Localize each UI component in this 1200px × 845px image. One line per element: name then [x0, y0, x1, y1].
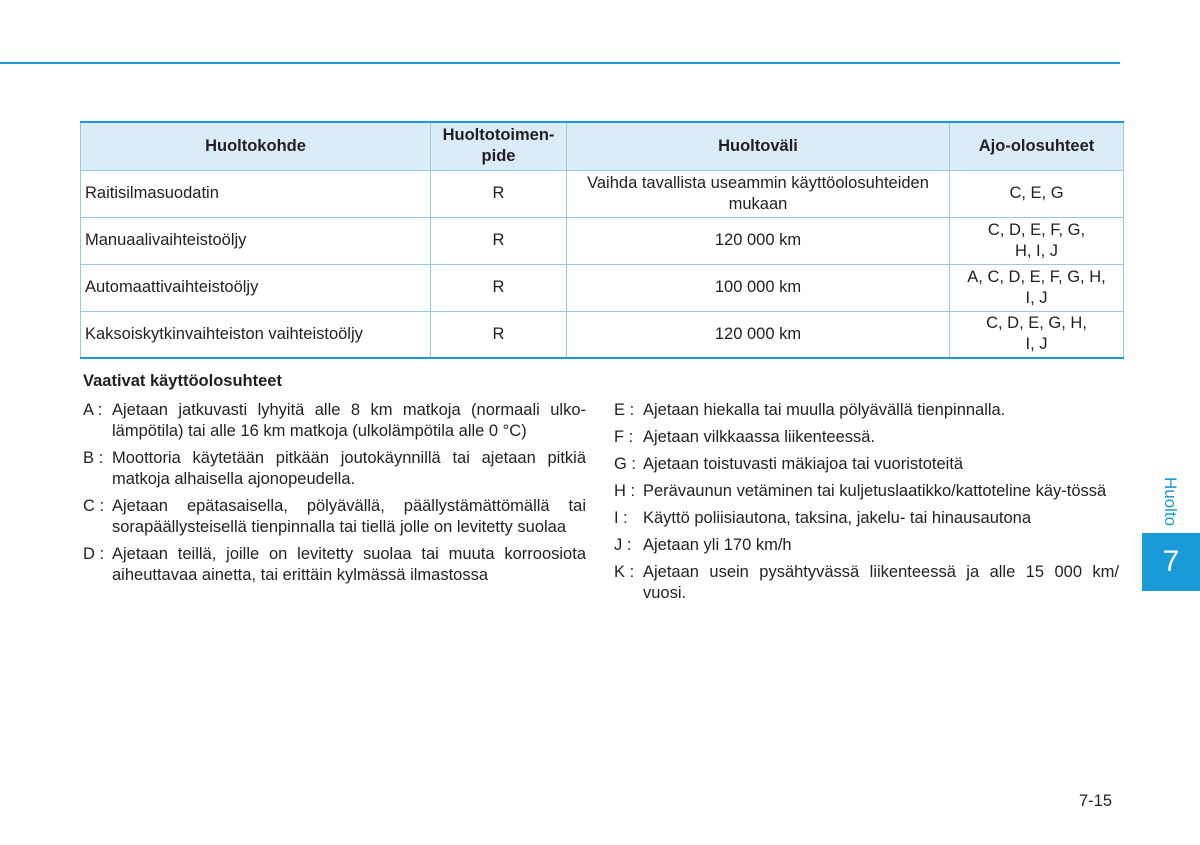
table-row — [81, 217, 1124, 264]
header-item: Huoltokohde — [81, 122, 431, 170]
chapter-tab — [1142, 533, 1200, 591]
header-rule — [0, 62, 1120, 64]
header-action-text: Huoltotoimen- pide — [442, 126, 555, 166]
cell-item: Manuaalivaihteistoöljy — [81, 217, 431, 264]
conditions-list-right — [614, 400, 1119, 610]
condition-text: Ajetaan epätasaisella, pölyävällä, päällystämättömällä tai sorapäällysteisellä tienpinnalla tai tiellä jolle on levitetty suolaa — [112, 497, 586, 536]
cell-conditions: C, E, G — [950, 170, 1124, 217]
header-conditions: Ajo-olosuhteet — [950, 122, 1124, 170]
condition-item — [83, 448, 586, 490]
cell-interval: 100 000 km — [567, 264, 950, 311]
table-row — [81, 311, 1124, 358]
cell-interval: 120 000 km — [567, 217, 950, 264]
table-body — [81, 170, 1124, 358]
condition-text: Ajetaan jatkuvasti lyhyitä alle 8 km matkoja (normaali ulko-lämpötila) tai alle 16 km matkoja (ulkolämpötila alle 0 °C) — [112, 401, 586, 440]
table-row — [81, 264, 1124, 311]
condition-text: Ajetaan hiekalla tai muulla pölyävällä tienpinnalla. — [643, 401, 1006, 419]
chapter-label: Huolto — [1161, 477, 1180, 527]
condition-item — [614, 400, 1119, 421]
condition-text: Ajetaan vilkkaassa liikenteessä. — [643, 428, 876, 446]
cell-conditions: C, D, E, G, H, I, J — [950, 311, 1124, 358]
condition-text: Ajetaan usein pysähtyvässä liikenteessä ja alle 15 000 km/ vuosi. — [643, 563, 1119, 602]
condition-item — [614, 481, 1119, 502]
chapter-number: 7 — [1162, 545, 1180, 578]
condition-key: D : — [83, 545, 105, 563]
condition-key: E : — [614, 401, 635, 419]
condition-key: H : — [614, 482, 636, 500]
condition-text: Moottoria käytetään pitkään joutokäynnillä tai ajetaan pitkiä matkoja alhaisella ajonopeudella. — [112, 449, 586, 488]
condition-text: Ajetaan teillä, joille on levitetty suolaa tai muuta korroosiota aiheuttavaa ainetta, tai erittäin kylmässä ilmastossa — [112, 545, 586, 584]
condition-item — [614, 427, 1119, 448]
condition-item — [83, 400, 586, 442]
header-action — [431, 122, 567, 170]
conditions-list-left — [83, 400, 586, 592]
condition-text: Perävaunun vetäminen tai kuljetuslaatikko/kattoteline käy-tössä — [643, 482, 1107, 500]
cell-item: Raitisilmasuodatin — [81, 170, 431, 217]
cell-item: Kaksoiskytkinvaihteiston vaihteistoöljy — [81, 311, 431, 358]
condition-item — [614, 508, 1119, 529]
condition-text: Ajetaan toistuvasti mäkiajoa tai vuoristoteitä — [643, 455, 964, 473]
condition-text: Käyttö poliisiautona, taksina, jakelu- tai hinausautona — [643, 509, 1031, 527]
cell-action: R — [431, 170, 567, 217]
cell-action: R — [431, 264, 567, 311]
condition-text: Ajetaan yli 170 km/h — [643, 536, 792, 554]
cell-item: Automaattivaihteistoöljy — [81, 264, 431, 311]
cell-conditions: C, D, E, F, G, H, I, J — [950, 217, 1124, 264]
cell-interval: 120 000 km — [567, 311, 950, 358]
condition-key: I : — [614, 509, 628, 527]
condition-key: C : — [83, 497, 105, 515]
cell-interval: Vaihda tavallista useammin käyttöolosuhteiden mukaan — [567, 170, 950, 217]
condition-key: A : — [83, 401, 103, 419]
condition-key: G : — [614, 455, 637, 473]
table-row — [81, 170, 1124, 217]
condition-item — [83, 496, 586, 538]
maintenance-table — [80, 121, 1124, 359]
condition-item — [614, 562, 1119, 604]
header-interval: Huoltoväli — [567, 122, 950, 170]
cell-action: R — [431, 217, 567, 264]
cell-conditions: A, C, D, E, F, G, H, I, J — [950, 264, 1124, 311]
condition-item — [614, 454, 1119, 475]
condition-key: B : — [83, 449, 104, 467]
page-number: 7-15 — [1079, 792, 1113, 810]
condition-item — [614, 535, 1119, 556]
condition-key: J : — [614, 536, 632, 554]
condition-item — [83, 544, 586, 586]
conditions-title: Vaativat käyttöolosuhteet — [83, 372, 282, 390]
condition-key: F : — [614, 428, 634, 446]
cell-action: R — [431, 311, 567, 358]
condition-key: K : — [614, 563, 635, 581]
table-header-row — [81, 122, 1124, 170]
